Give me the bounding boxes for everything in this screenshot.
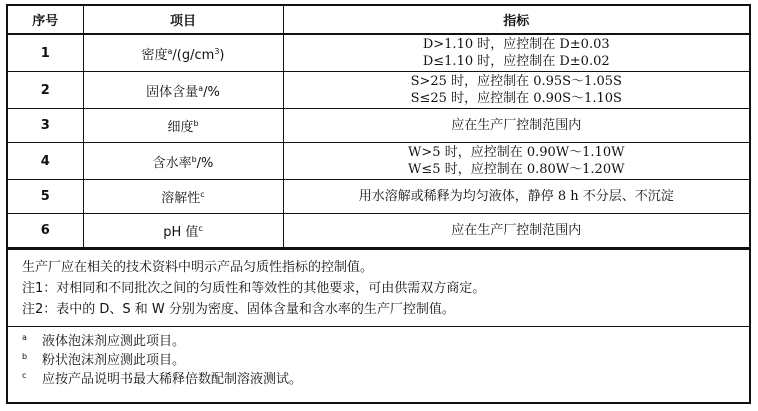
row-indicator (283, 109, 749, 143)
header-indicator: 指标 (283, 6, 749, 34)
indicator-line: W>5 时，应控制在 0.90W～1.10W (408, 145, 625, 160)
indicator-line: W≤5 时，应控制在 0.80W～1.20W (408, 162, 625, 177)
footnote-mark: a (167, 46, 173, 56)
row-number: 1 (8, 34, 83, 72)
row-number: 5 (8, 180, 83, 214)
table-row-solubility (8, 180, 749, 214)
notes-section (8, 248, 749, 326)
header-serial-number: 序号 (8, 6, 83, 34)
row-item (83, 143, 283, 180)
unit-exponent: 3 (214, 46, 220, 56)
row-number: 4 (8, 143, 83, 180)
footnote-mark: b (193, 119, 199, 128)
item-label: 密度 (141, 47, 168, 63)
row-item (83, 180, 283, 214)
footnote-item (22, 332, 749, 351)
footnote-text: 应按产品说明书最大稀释倍数配制溶液测试。 (42, 372, 303, 387)
footnote-mark: b (22, 352, 28, 361)
footnote-text: 粉状泡沫剂应测此项目。 (42, 353, 186, 368)
table-row-fineness (8, 109, 749, 143)
item-unit: /% (196, 155, 214, 171)
footnote-item (22, 370, 749, 389)
row-indicator (283, 72, 749, 109)
footnote-mark: a (22, 333, 27, 342)
footnote-item (22, 351, 749, 370)
indicator-line: S>25 时，应控制在 0.95S～1.05S (410, 74, 622, 89)
row-indicator (283, 214, 749, 248)
indicator-line: D>1.10 时，应控制在 D±0.03 (422, 37, 610, 52)
table-row-water-content (8, 143, 749, 180)
item-unit: /% (203, 84, 220, 100)
note-line: 注1：对相同和不同批次之间的匀质性和等效性的其他要求，可由供需双方商定。 (22, 281, 486, 296)
indicator-line: S≤25 时，应控制在 0.90S～1.10S (410, 91, 622, 106)
table-row-density (8, 34, 749, 72)
footnote-text: 液体泡沫剂应测此项目。 (42, 334, 186, 349)
header-item: 项目 (83, 6, 283, 34)
item-label: pH 值 (163, 225, 199, 240)
row-indicator (283, 180, 749, 214)
note-line: 生产厂应在相关的技术资料中明示产品匀质性指标的控制值。 (22, 260, 374, 275)
footnote-mark: a (198, 83, 204, 93)
item-label: 固体含量 (146, 84, 199, 100)
item-label: 溶解性 (161, 191, 201, 206)
item-label: 含水率 (152, 155, 192, 171)
footnote-mark: c (200, 190, 205, 199)
item-unit-close: ) (219, 47, 225, 63)
indicator-line: 应在生产厂控制范围内 (451, 223, 582, 238)
footnote-mark: c (22, 371, 27, 380)
item-label: 细度 (167, 120, 194, 135)
table-row-ph (8, 214, 749, 248)
indicator-line: 应在生产厂控制范围内 (451, 118, 582, 133)
indicator-line: D≤1.10 时，应控制在 D±0.02 (422, 54, 610, 69)
specification-table (8, 6, 749, 248)
item-unit: /(g/cm (172, 47, 215, 63)
row-item (83, 34, 283, 72)
specification-table-frame (6, 4, 751, 404)
table-row-solid-content (8, 72, 749, 109)
row-number: 6 (8, 214, 83, 248)
footnote-mark: c (198, 224, 203, 233)
row-item (83, 214, 283, 248)
indicator-line: 用水溶解或稀释为均匀液体，静停 8 h 不分层、不沉淀 (358, 189, 674, 204)
footnote-mark: b (191, 154, 197, 164)
row-number: 3 (8, 109, 83, 143)
row-item (83, 109, 283, 143)
row-indicator (283, 143, 749, 180)
row-number: 2 (8, 72, 83, 109)
row-item (83, 72, 283, 109)
note-line: 注2：表中的 D、S 和 W 分别为密度、固体含量和含水率的生产厂控制值。 (22, 302, 455, 317)
table-header-row (8, 6, 749, 34)
footnotes-section (8, 326, 749, 393)
row-indicator (283, 34, 749, 72)
